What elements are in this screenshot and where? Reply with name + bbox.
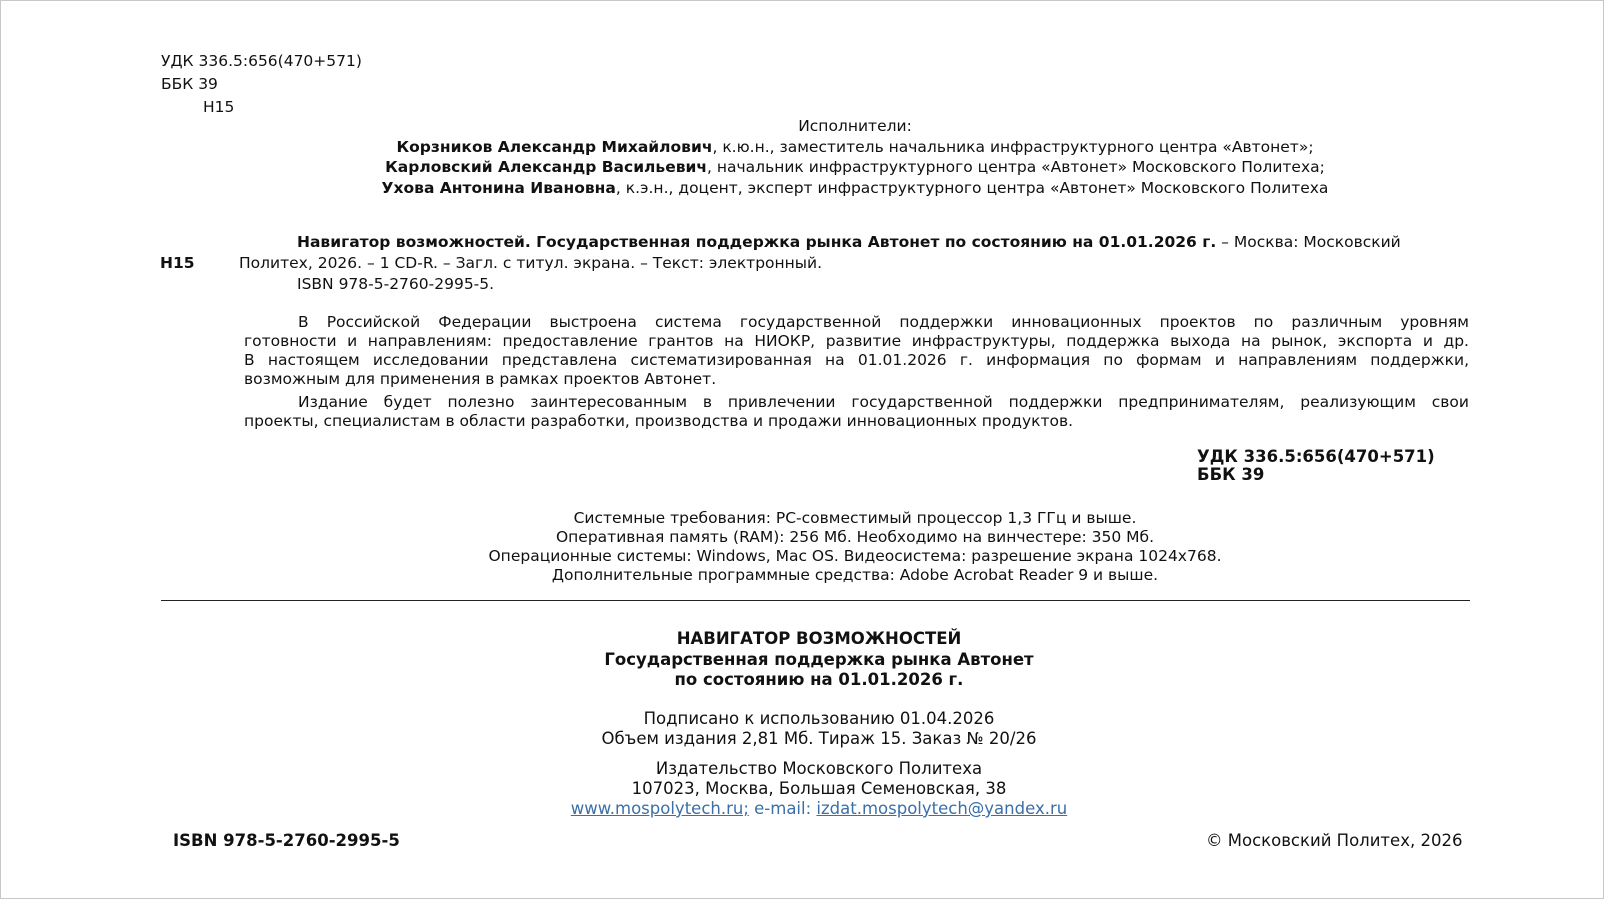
imprint-date: по состоянию на 01.01.2026 г. <box>674 670 964 689</box>
copyright: © Московский Политех, 2026 <box>1206 831 1463 850</box>
biblio-title: Навигатор возможностей. Государственная поддержка рынка Автонет по состоянию на 01.01.2026 г. <box>297 233 1217 251</box>
performer-3 <box>53 181 1604 197</box>
udk-code-bottom: УДК 336.5:656(470+571) <box>1197 447 1435 466</box>
abstract-p1-line: возможным для применения в рамках проектов Автонет. <box>244 370 717 388</box>
biblio-line-2: Политех, 2026. – 1 CD-R. – Загл. с титул. экрана. – Текст: электронный. <box>239 254 823 272</box>
performer-name: Карловский Александр Васильевич <box>385 158 708 176</box>
sysreq-line: Дополнительные программные средства: Adobe Acrobat Reader 9 и выше. <box>551 566 1159 584</box>
imprint-subtitle: Государственная поддержка рынка Автонет <box>604 650 1034 669</box>
signed-line: Подписано к использованию 01.04.2026 <box>643 709 995 728</box>
abstract-p2-line: проекты, специалистам в области разработки, производства и продажи инновационных продуктов. <box>244 412 1074 430</box>
biblio-publisher: – Москва: Московский <box>1216 233 1401 251</box>
sysreq-line: Системные требования: PC-совместимый процессор 1,3 ГГц и выше. <box>573 509 1137 527</box>
contacts-line <box>17 801 1604 818</box>
website-link[interactable]: www.mospolytech.ru; <box>570 799 749 818</box>
performer-1 <box>53 140 1604 156</box>
volume-line: Объем издания 2,81 Мб. Тираж 15. Заказ № 20/26 <box>601 729 1037 748</box>
performer-role: , к.э.н., доцент, эксперт инфраструктурного центра «Автонет» Московского Политеха <box>615 179 1329 197</box>
sysreq-line: Операционные системы: Windows, Mac OS. Видеосистема: разрешение экрана 1024х768. <box>488 547 1222 565</box>
publisher-address: 107023, Москва, Большая Семеновская, 38 <box>631 779 1007 798</box>
biblio-isbn: ISBN 978-5-2760-2995-5. <box>297 275 495 293</box>
performer-role: , к.ю.н., заместитель начальника инфраструктурного центра «Автонет»; <box>712 138 1314 156</box>
performers-label: Исполнители: <box>798 117 912 135</box>
bbk-code: ББК 39 <box>161 75 218 93</box>
biblio-line-1 <box>297 235 1401 251</box>
udk-code: УДК 336.5:656(470+571) <box>161 52 362 70</box>
email-link[interactable]: izdat.mospolytech@yandex.ru <box>816 799 1068 818</box>
bbk-code-bottom: ББК 39 <box>1197 465 1265 484</box>
isbn-bottom: ISBN 978-5-2760-2995-5 <box>173 831 400 850</box>
abstract-p1-first-line: В Российской Федерации выстроена система государственной поддержки инновационных проектов по различным уровням <box>298 313 1469 331</box>
abstract-p1-line: В настоящем исследовании представлена систематизированная на 01.01.2026 г. информация по формам и направлениям поддержки, <box>244 351 1469 369</box>
divider <box>161 600 1470 601</box>
abstract-paragraph-2 <box>244 393 1469 431</box>
side-author-mark: Н15 <box>160 254 195 272</box>
publisher-name: Издательство Московского Политеха <box>655 759 983 778</box>
email-label: e-mail: <box>748 799 817 818</box>
performer-role: , начальник инфраструктурного центра «Автонет» Московского Политеха; <box>707 158 1325 176</box>
abstract-p1-line: готовности и направлениям: предоставление грантов на НИОКР, развитие инфраструктуры, поддержка выхода на рынок, экспорта и др. <box>244 332 1469 350</box>
performer-name: Корзников Александр Михайлович <box>396 138 713 156</box>
abstract-paragraph-1 <box>244 313 1469 389</box>
abstract-p2-first-line: Издание будет полезно заинтересованным в привлечении государственной поддержки предпринимателям, реализующим свои <box>298 393 1469 411</box>
performer-2 <box>53 160 1604 176</box>
performer-name: Ухова Антонина Ивановна <box>381 179 616 197</box>
author-mark: Н15 <box>203 98 235 116</box>
sysreq-line: Оперативная память (RAM): 256 Мб. Необходимо на винчестере: 350 Мб. <box>555 528 1155 546</box>
imprint-title: НАВИГАТОР ВОЗМОЖНОСТЕЙ <box>676 629 962 648</box>
